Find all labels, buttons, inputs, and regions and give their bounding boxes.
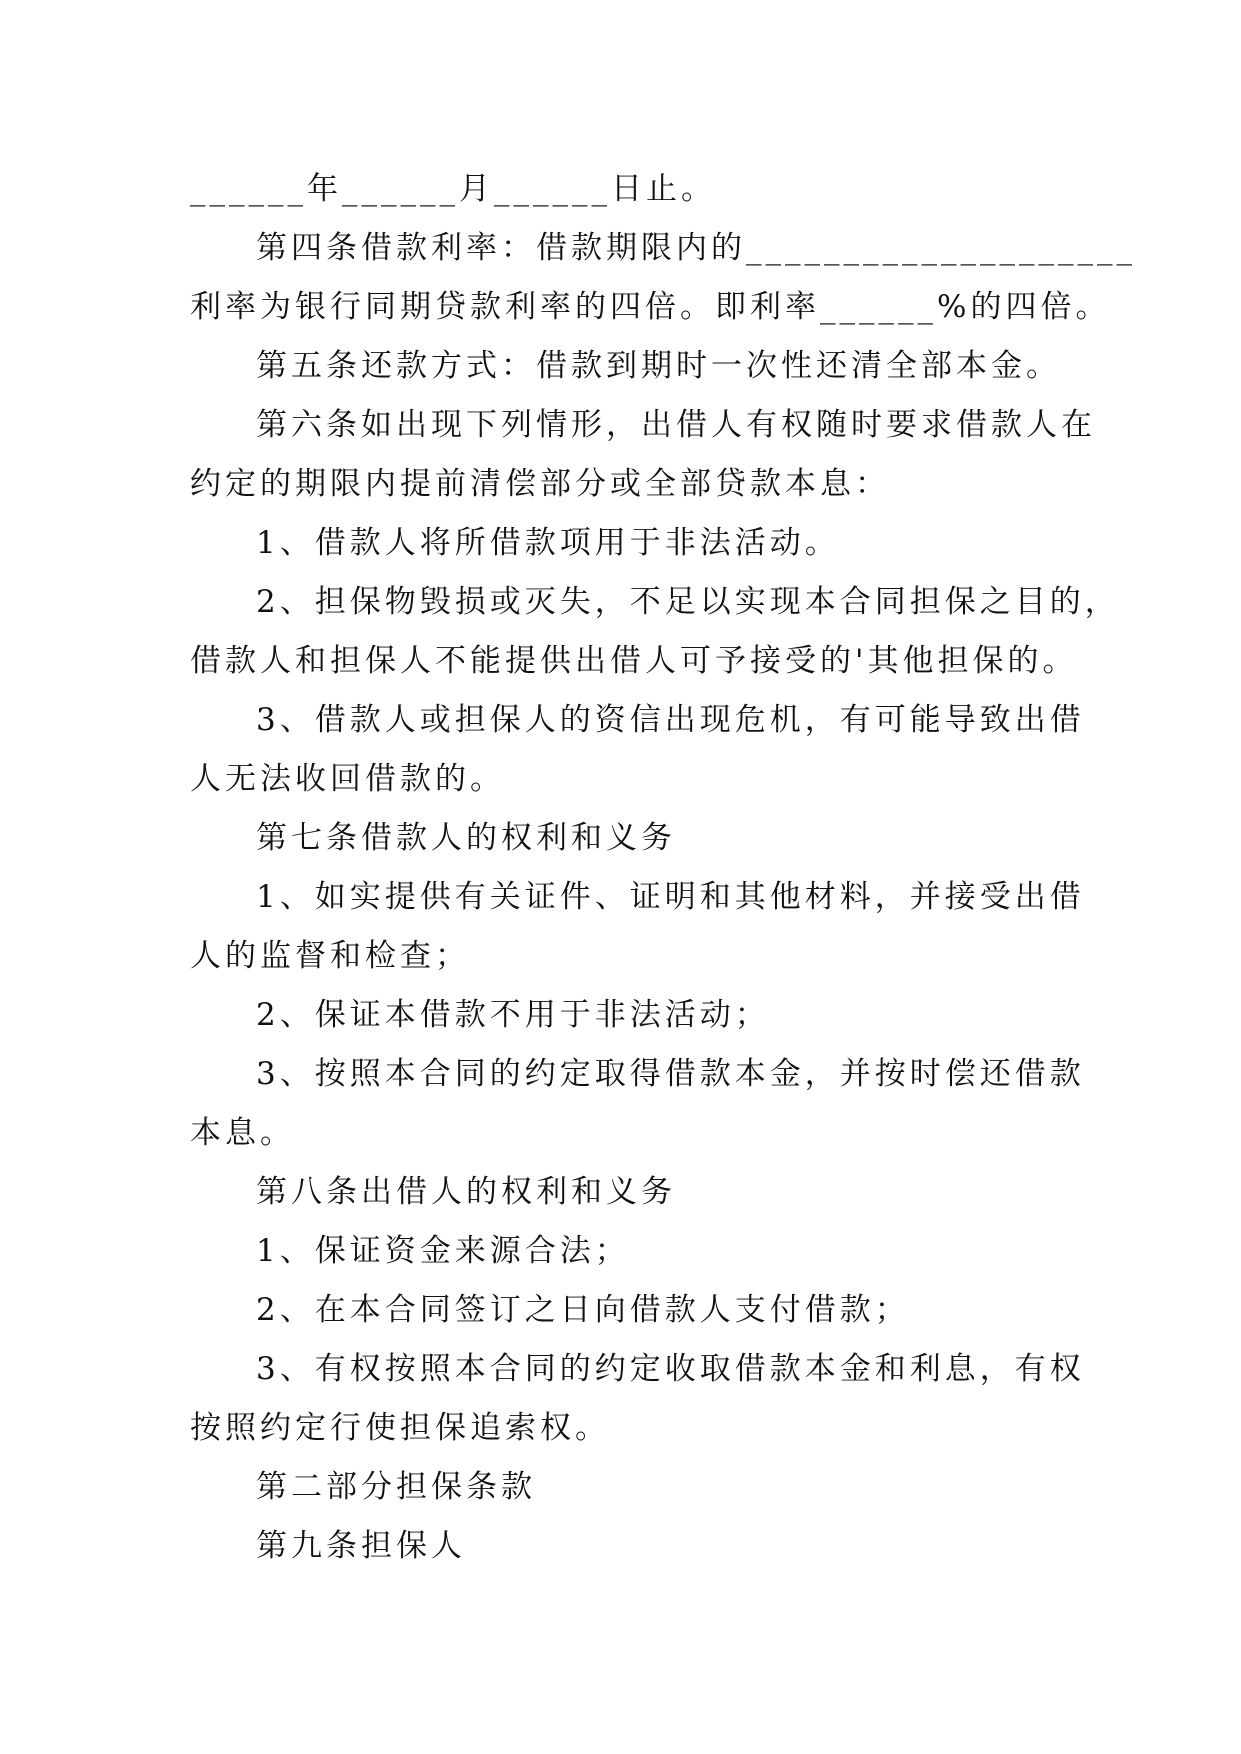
section-heading: 第九条担保人 <box>256 1528 466 1564</box>
text-line: 1、借款人将所借款项用于非法活动。 <box>256 525 840 561</box>
text-line: 人无法收回借款的。 <box>190 761 505 797</box>
text-line: 第四条借款利率：借款期限内的____________________ <box>256 230 1136 266</box>
section-heading: 第七条借款人的权利和义务 <box>256 820 676 856</box>
text-line: 2、担保物毁损或灭失，不足以实现本合同担保之目的， <box>256 584 1120 620</box>
text-line: 利率为银行同期贷款利率的四倍。即利率______%的四倍。 <box>190 289 1111 325</box>
text-line: 第六条如出现下列情形，出借人有权随时要求借款人在 <box>256 407 1096 443</box>
text-line: 借款人和担保人不能提供出借人可予接受的'其他担保的。 <box>190 643 1078 679</box>
text-line: 按照约定行使担保追索权。 <box>190 1410 610 1446</box>
section-heading: 第二部分担保条款 <box>256 1469 536 1505</box>
text-line: 3、借款人或担保人的资信出现危机，有可能导致出借 <box>256 702 1085 738</box>
text-line: 人的监督和检查； <box>190 938 470 974</box>
text-line: 1、保证资金来源合法； <box>256 1233 630 1269</box>
document-body <box>190 160 1136 1576</box>
section-heading: 第八条出借人的权利和义务 <box>256 1174 676 1210</box>
text-line: 3、有权按照本合同的约定收取借款本金和利息，有权 <box>256 1351 1085 1387</box>
text-line: 第五条还款方式：借款到期时一次性还清全部本金。 <box>256 348 1061 384</box>
text-line: 约定的期限内提前清偿部分或全部贷款本息： <box>190 466 890 502</box>
text-line: 1、如实提供有关证件、证明和其他材料，并接受出借 <box>256 879 1085 915</box>
text-line: ______年______月______日止。 <box>190 171 716 207</box>
text-line: 2、在本合同签订之日向借款人支付借款； <box>256 1292 910 1328</box>
text-line: 本息。 <box>190 1115 295 1151</box>
text-line: 3、按照本合同的约定取得借款本金，并按时偿还借款 <box>256 1056 1085 1092</box>
text-line: 2、保证本借款不用于非法活动； <box>256 997 770 1033</box>
